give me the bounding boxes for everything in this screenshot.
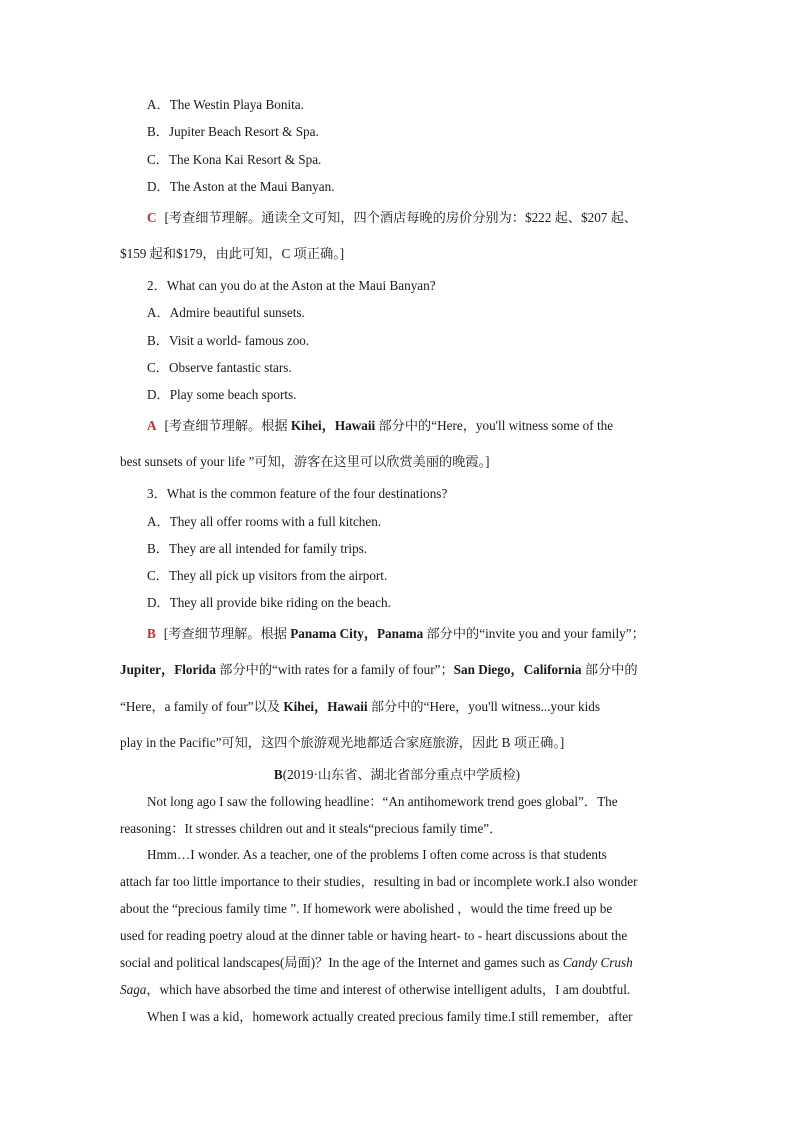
q2-option-a: A．Admire beautiful sunsets. bbox=[147, 305, 305, 320]
q2-explanation-line2: best sunsets of your life ”可知，游客在这里可以欣赏美丽的晚霞。] bbox=[120, 454, 490, 469]
q3-l2-d: 部分中的 bbox=[581, 662, 638, 677]
q2-explain-place: Kihei，Hawaii bbox=[290, 418, 376, 433]
q2-explanation-line1 bbox=[147, 418, 613, 434]
q3-l1-c: 部分中的“invite you and your family”； bbox=[423, 626, 645, 641]
q1-answer: C bbox=[147, 210, 157, 225]
q3-explanation-line3 bbox=[120, 699, 600, 715]
q3-l2-b: 部分中的“with rates for a family of four”； bbox=[215, 662, 454, 677]
q2-stem: 2．What can you do at the Aston at the Maui Banyan? bbox=[147, 278, 436, 293]
q3-l3-place: Kihei，Hawaii bbox=[283, 699, 368, 714]
q3-l1-a: [考查细节理解。根据 bbox=[163, 626, 291, 641]
q1-explanation-line1 bbox=[147, 210, 637, 226]
q3-explanation-line4: play in the Pacific”可知，这四个旅游观光地都适合家庭旅游，因此 B 项正确。] bbox=[120, 735, 565, 750]
q1-explain-text: [考查细节理解。通读全文可知，四个酒店每晚的房价分别为：$222 起、$207 起、 bbox=[164, 210, 638, 225]
q1-option-c: C．The Kona Kai Resort & Spa. bbox=[147, 152, 322, 167]
q3-l1-place: Panama City，Panama bbox=[290, 626, 424, 641]
passage-p2-line5 bbox=[120, 955, 633, 971]
passage-p3-line1: When I was a kid，homework actually created precious family time.I still remember，after bbox=[147, 1009, 633, 1024]
q1-explanation-line2: $159 起和$179，由此可知，C 项正确。] bbox=[120, 246, 345, 261]
section-b-source: (2019·山东省、湖北省部分重点中学质检) bbox=[282, 767, 521, 782]
q3-answer: B bbox=[147, 626, 156, 641]
q3-l3-c: 部分中的“Here，you'll witness...your kids bbox=[367, 699, 600, 714]
section-b-heading bbox=[0, 767, 794, 783]
q3-l2-place1: Jupiter，Florida bbox=[120, 662, 216, 677]
passage-p2-line2: attach far too little importance to their studies，resulting in bad or incomplete work.I also wonder bbox=[120, 874, 638, 889]
passage-p2-line6 bbox=[120, 982, 630, 998]
passage-p2-line4: used for reading poetry aloud at the dinner table or having heart- to - heart discussions about the bbox=[120, 928, 628, 943]
q2-option-d: D．Play some beach sports. bbox=[147, 387, 297, 402]
q3-stem: 3．What is the common feature of the four destinations? bbox=[147, 486, 448, 501]
q2-explain-a: [考查细节理解。根据 bbox=[164, 418, 291, 433]
section-b-letter: B bbox=[273, 767, 283, 782]
q3-option-c: C．They all pick up visitors from the airport. bbox=[147, 568, 388, 583]
q1-option-d: D．The Aston at the Maui Banyan. bbox=[147, 179, 335, 194]
passage-p2-line6-text: ，which have absorbed the time and interest of otherwise intelligent adults，I am doubtful. bbox=[146, 982, 631, 997]
passage-p1-line2: reasoning：It stresses children out and it steals“precious family time”． bbox=[120, 821, 503, 836]
q3-explanation-line1 bbox=[147, 626, 645, 642]
q1-option-a: A．The Westin Playa Bonita. bbox=[147, 97, 304, 112]
q3-option-a: A．They all offer rooms with a full kitchen. bbox=[147, 514, 382, 529]
q3-explanation-line2 bbox=[120, 662, 638, 678]
passage-game-title-part1: Candy Crush bbox=[562, 955, 633, 970]
passage-game-title-part2: Saga bbox=[120, 982, 147, 997]
q3-option-d: D．They all provide bike riding on the beach. bbox=[147, 595, 391, 610]
q2-answer: A bbox=[147, 418, 157, 433]
passage-p2-line5-text: social and political landscapes(局面)？In the age of the Internet and games such as bbox=[120, 955, 563, 970]
passage-p2-line3: about the “precious family time ”. If homework were abolished ，would the time freed up be bbox=[120, 901, 613, 916]
passage-p1-line1: Not long ago I saw the following headline：“An antihomework trend goes global”．The bbox=[147, 794, 618, 809]
q3-l3-a: “Here，a family of four”以及 bbox=[120, 699, 284, 714]
q2-option-c: C．Observe fantastic stars. bbox=[147, 360, 292, 375]
q3-option-b: B．They are all intended for family trips. bbox=[147, 541, 368, 556]
q1-option-b: B．Jupiter Beach Resort & Spa. bbox=[147, 124, 319, 139]
passage-p2-line1: Hmm…I wonder. As a teacher, one of the problems I often come across is that students bbox=[147, 847, 607, 862]
q2-option-b: B．Visit a world- famous zoo. bbox=[147, 333, 310, 348]
q3-l2-place2: San Diego，California bbox=[453, 662, 582, 677]
q2-explain-c: 部分中的“Here，you'll witness some of the bbox=[375, 418, 614, 433]
